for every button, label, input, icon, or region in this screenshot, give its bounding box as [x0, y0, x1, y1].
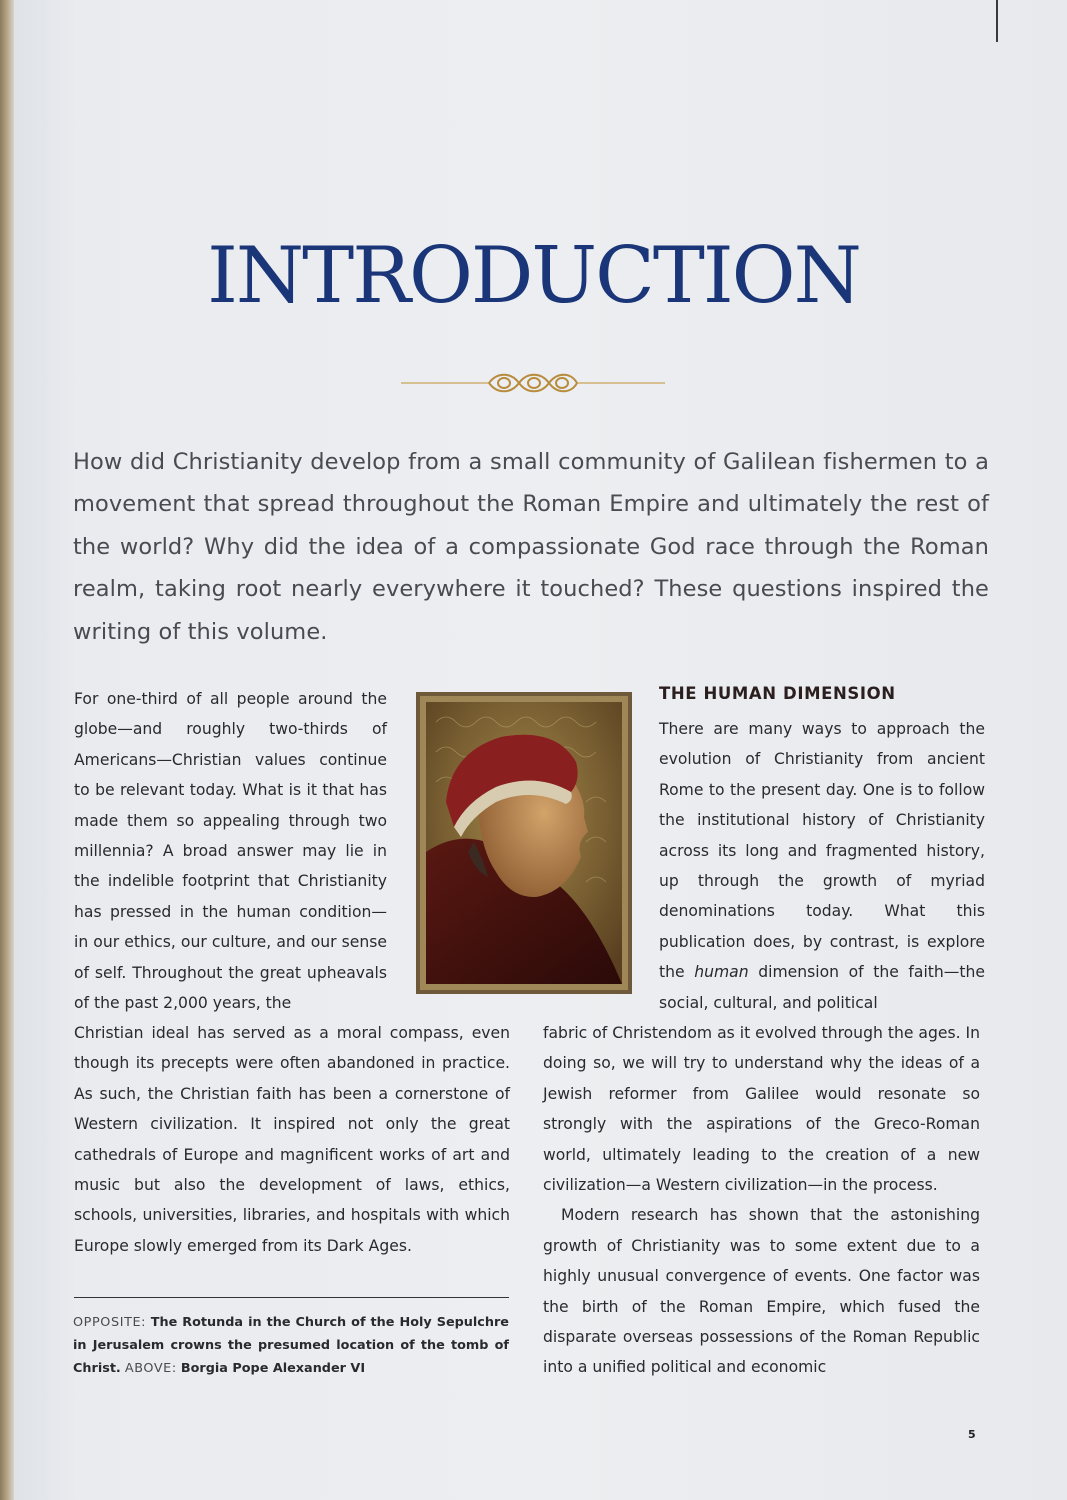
page-title: INTRODUCTION — [207, 231, 860, 321]
caption-label: ABOVE: — [124, 1361, 177, 1376]
page-number: 5 — [968, 1428, 976, 1441]
paragraph: Modern research has shown that the astonishing growth of Christianity was to some extent due to a highly unusual convergence of events. One factor was the birth of the Roman Empire, which fused the disparate overseas possessions of the Roman Republic into a unified political and economic — [543, 1206, 980, 1377]
caption-rule — [74, 1297, 509, 1298]
book-gutter — [0, 0, 14, 1500]
body-text-left-bottom — [74, 1018, 510, 1261]
paragraph: Christian ideal has served as a moral compass, even though its precepts were often abandoned in practice. As such, the Christian faith has been a cornerstone of Western civilization. It inspired not only the great cathedrals of Europe and magnificent works of art and music but also the development of laws, ethics, schools, universities, libraries, and hospitals with which Europe slowly emerged from its Dark Ages. — [74, 1024, 510, 1255]
emphasis: human — [694, 963, 749, 982]
body-text-left-top — [74, 684, 387, 1018]
paragraph: There are many ways to approach the evolution of Christianity from ancient Rome to the present day. One is to follow the institutional history of Christianity across its long and fragmented history, up through the growth of myriad denominations today. What this publication does, by contrast, is explore the human dimension of the faith—the social, cultural, and political — [659, 720, 985, 1012]
ornamental-divider-icon — [401, 370, 665, 396]
portrait-image — [416, 692, 632, 994]
image-caption: OPPOSITE: The Rotunda in the Church of the Holy Sepulchre in Jerusalem crowns the presumed location of the tomb of Christ. ABOVE: Borgia Pope Alexander VI — [73, 1315, 509, 1376]
paragraph: fabric of Christendom as it evolved through the ages. In doing so, we will try to understand why the ideas of a Jewish reformer from Galilee would resonate so strongly with the aspirations of the Greco-Roman world, ultimately leading to the creation of a new civilization—a Western civilization—in the process. — [543, 1024, 980, 1195]
section-heading: THE HUMAN DIMENSION — [659, 684, 896, 703]
crop-mark — [996, 0, 998, 42]
paragraph: For one-third of all people around the globe—and roughly two-thirds of Americans—Christian values continue to be relevant today. What is it that has made them so appealing through two millennia? A broad answer may lie in the indelible footprint that Christianity has pressed in the human condition— in our ethics, our culture, and our sense of self. Throughout the great upheavals of the past 2,000 years, the — [74, 690, 387, 1013]
lede-paragraph: How did Christianity develop from a small community of Galilean fishermen to a movement that spread throughout the Roman Empire and ultimately the rest of the world? Why did the idea of a compassionate God race through the Roman realm, taking root nearly everywhere it touched? These questions inspired the writing of this volume. — [73, 449, 989, 645]
body-text-right-bottom — [543, 1018, 980, 1383]
caption-label: OPPOSITE: — [73, 1315, 147, 1330]
body-text-right-top — [659, 714, 985, 1018]
